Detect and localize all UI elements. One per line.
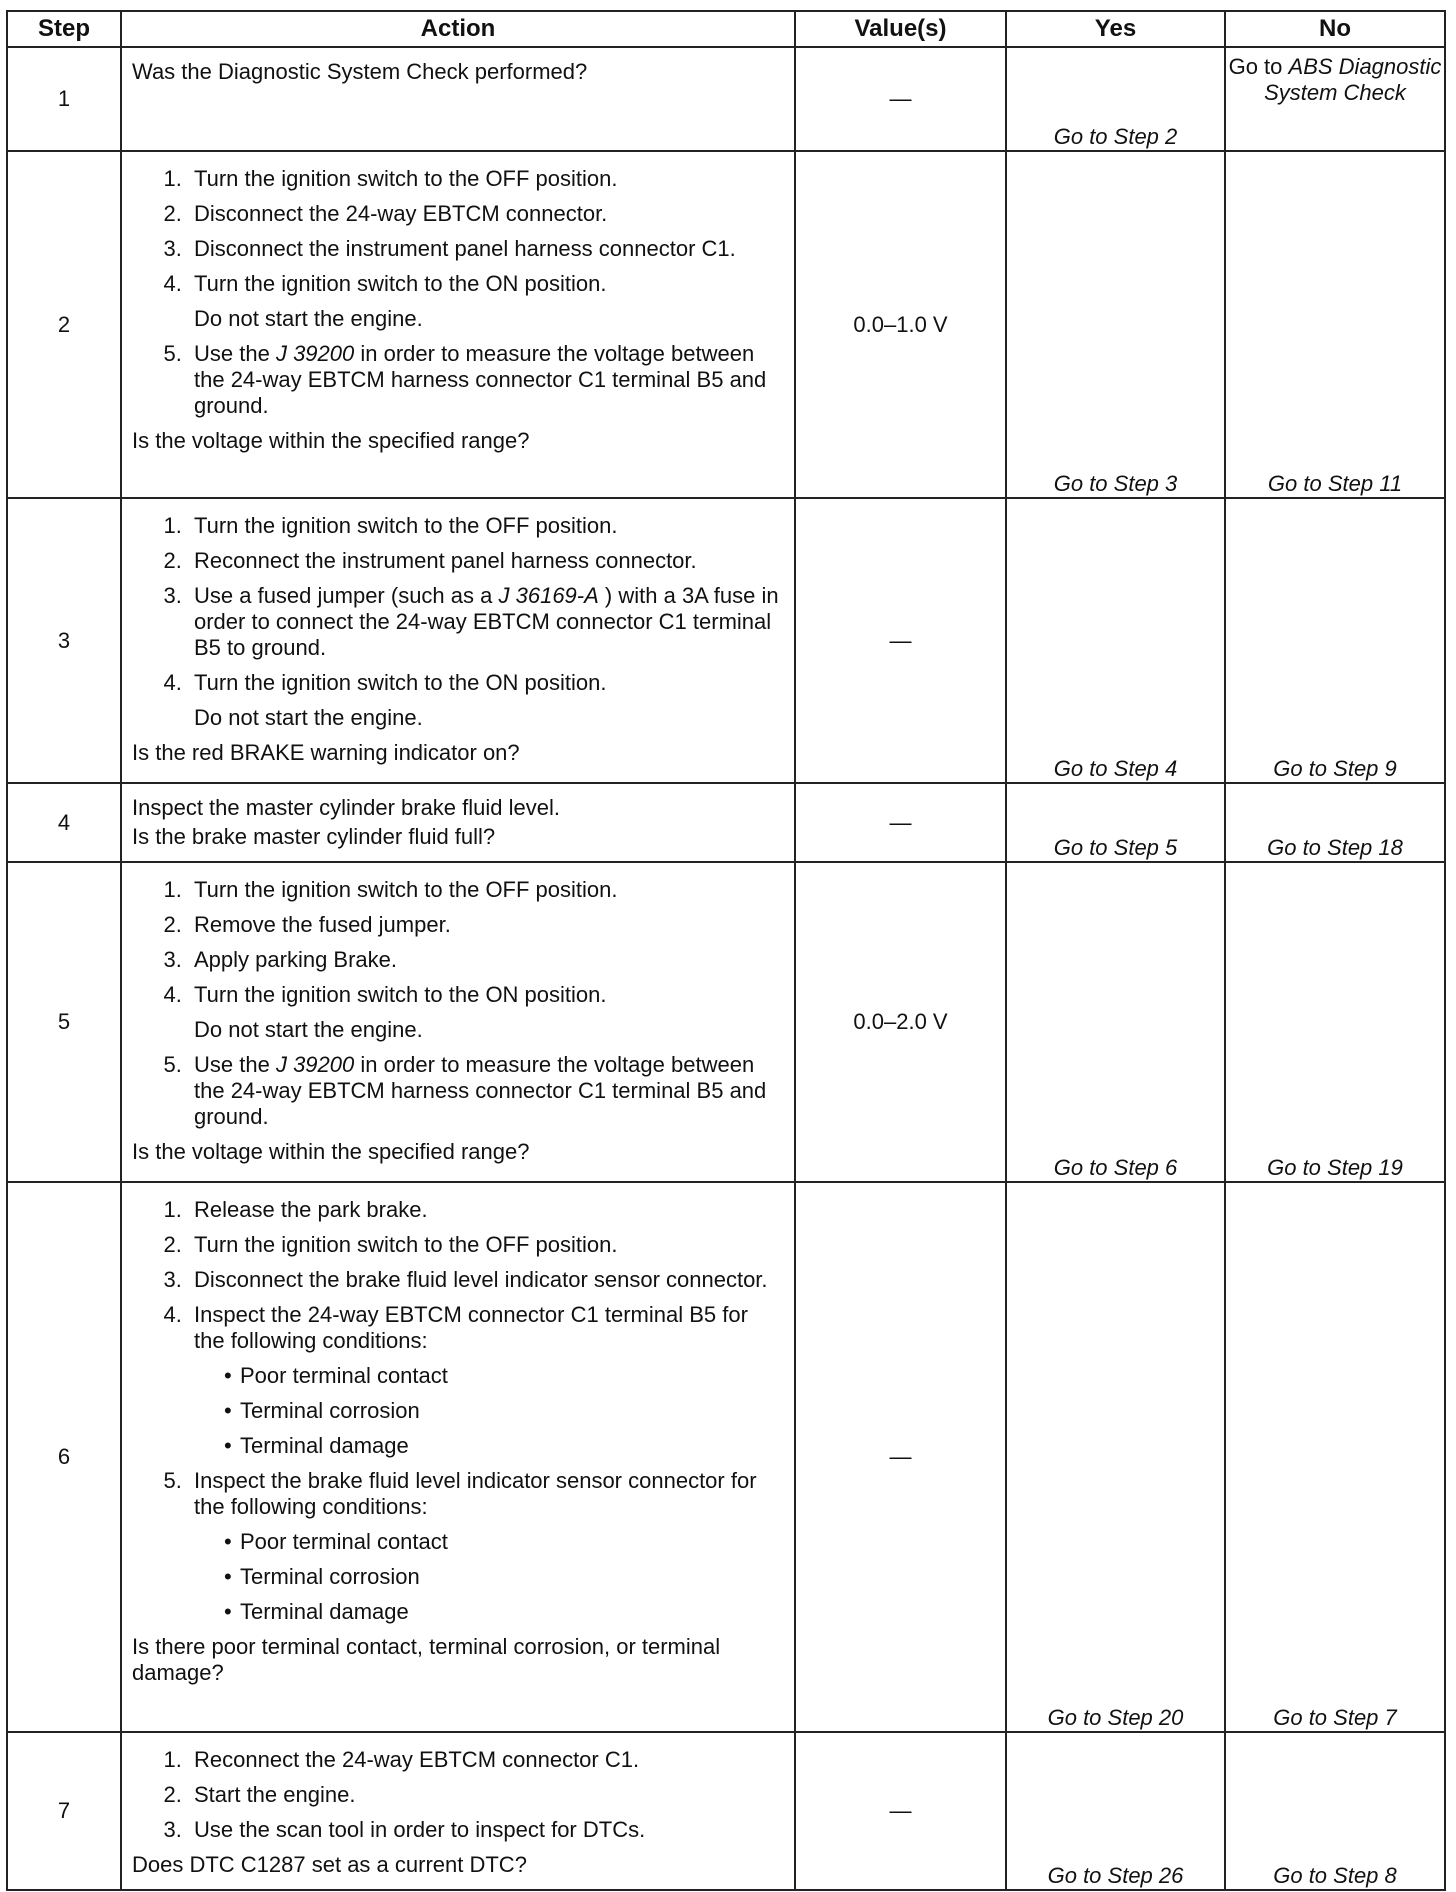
- action-item: 3. Disconnect the brake fluid level indicator sensor connector.: [188, 1267, 784, 1293]
- action-item: 5. Use the J 39200 in order to measure the voltage between the 24-way EBTCM harness connector C1 terminal B5 and ground.: [188, 1052, 784, 1130]
- action-cell: [121, 1182, 795, 1732]
- no-link[interactable]: Go to Step 8: [1225, 1732, 1445, 1890]
- action-cell: [121, 862, 795, 1182]
- no-link[interactable]: [1225, 47, 1445, 151]
- action-item: 3. Use the scan tool in order to inspect for DTCs.: [188, 1817, 784, 1843]
- value-cell: —: [795, 783, 1006, 862]
- question: Is the voltage within the specified range?: [132, 1139, 530, 1164]
- value-cell: —: [795, 47, 1006, 151]
- yes-link[interactable]: Go to Step 6: [1006, 862, 1225, 1182]
- question: Is the red BRAKE warning indicator on?: [132, 740, 520, 765]
- step-number: 4: [7, 783, 121, 862]
- header-step: Step: [7, 11, 121, 47]
- value-cell: —: [795, 1182, 1006, 1732]
- action-item: 2. Start the engine.: [188, 1782, 784, 1808]
- yes-link[interactable]: Go to Step 5: [1006, 783, 1225, 862]
- action-cell: [121, 783, 795, 862]
- header-no: No: [1225, 11, 1445, 47]
- table-row: [7, 862, 1445, 1182]
- no-target: ABS Diagnostic System Check: [1264, 54, 1442, 105]
- yes-link[interactable]: Go to Step 2: [1006, 47, 1225, 151]
- condition-item: • Poor terminal contact: [224, 1529, 784, 1555]
- value-cell: 0.0–2.0 V: [795, 862, 1006, 1182]
- table-row: [7, 151, 1445, 498]
- question: Does DTC C1287 set as a current DTC?: [132, 1852, 527, 1877]
- action-item: 5. Use the J 39200 in order to measure the voltage between the 24-way EBTCM harness connector C1 terminal B5 and ground.: [188, 341, 784, 419]
- table-row: [7, 47, 1445, 151]
- yes-link[interactable]: Go to Step 3: [1006, 151, 1225, 498]
- tool-name: J 36169-A: [498, 583, 599, 608]
- action-item: 1. Release the park brake.: [188, 1197, 784, 1223]
- action-cell: [121, 151, 795, 498]
- tool-name: J 39200: [275, 341, 355, 366]
- action-item: 1. Turn the ignition switch to the OFF position.: [188, 513, 784, 539]
- question: Is the voltage within the specified range?: [132, 428, 530, 453]
- action-item: 4. Turn the ignition switch to the ON position. Do not start the engine.: [188, 670, 784, 731]
- yes-link[interactable]: Go to Step 4: [1006, 498, 1225, 783]
- question: Is the brake master cylinder fluid full?: [132, 824, 496, 849]
- condition-item: • Terminal damage: [224, 1599, 784, 1625]
- action-item: 3. Apply parking Brake.: [188, 947, 784, 973]
- action-cell: [121, 1732, 795, 1890]
- action-item: 4. Inspect the 24-way EBTCM connector C1 terminal B5 for the following conditions: • Poor terminal contact • Terminal corrosion • Terminal damage: [188, 1302, 784, 1459]
- no-link[interactable]: Go to Step 9: [1225, 498, 1445, 783]
- value-cell: —: [795, 1732, 1006, 1890]
- header-values: Value(s): [795, 11, 1006, 47]
- table-row: [7, 783, 1445, 862]
- action-text: Inspect the master cylinder brake fluid level.: [132, 795, 560, 820]
- header-action: Action: [121, 11, 795, 47]
- action-item: 4. Turn the ignition switch to the ON position. Do not start the engine.: [188, 982, 784, 1043]
- step-number: 6: [7, 1182, 121, 1732]
- yes-link[interactable]: Go to Step 20: [1006, 1182, 1225, 1732]
- value-cell: 0.0–1.0 V: [795, 151, 1006, 498]
- header-row: [7, 11, 1445, 47]
- action-item: 2. Turn the ignition switch to the OFF position.: [188, 1232, 784, 1258]
- table-row: [7, 1182, 1445, 1732]
- action-note: Do not start the engine.: [194, 1017, 423, 1042]
- table-row: [7, 1732, 1445, 1890]
- step-number: 2: [7, 151, 121, 498]
- condition-item: • Terminal corrosion: [224, 1398, 784, 1424]
- action-item: 2. Remove the fused jumper.: [188, 912, 784, 938]
- condition-item: • Poor terminal contact: [224, 1363, 784, 1389]
- diagnostic-table: [6, 10, 1446, 1891]
- condition-item: • Terminal damage: [224, 1433, 784, 1459]
- action-item: 2. Disconnect the 24-way EBTCM connector.: [188, 201, 784, 227]
- step-number: 5: [7, 862, 121, 1182]
- no-prefix: Go to: [1228, 54, 1283, 79]
- action-note: Do not start the engine.: [194, 306, 423, 331]
- table-row: [7, 498, 1445, 783]
- action-note: Do not start the engine.: [194, 705, 423, 730]
- question: Was the Diagnostic System Check performed?: [132, 59, 588, 84]
- action-item: 4. Turn the ignition switch to the ON position. Do not start the engine.: [188, 271, 784, 332]
- step-number: 7: [7, 1732, 121, 1890]
- action-item: 2. Reconnect the instrument panel harness connector.: [188, 548, 784, 574]
- action-item: 1. Turn the ignition switch to the OFF position.: [188, 877, 784, 903]
- value-cell: —: [795, 498, 1006, 783]
- action-item: 3. Disconnect the instrument panel harness connector C1.: [188, 236, 784, 262]
- question: Is there poor terminal contact, terminal corrosion, or terminal damage?: [132, 1634, 721, 1685]
- condition-item: • Terminal corrosion: [224, 1564, 784, 1590]
- yes-link[interactable]: Go to Step 26: [1006, 1732, 1225, 1890]
- no-link[interactable]: Go to Step 18: [1225, 783, 1445, 862]
- step-number: 3: [7, 498, 121, 783]
- action-cell: [121, 498, 795, 783]
- action-item: 1. Reconnect the 24-way EBTCM connector C1.: [188, 1747, 784, 1773]
- no-link[interactable]: Go to Step 11: [1225, 151, 1445, 498]
- header-yes: Yes: [1006, 11, 1225, 47]
- action-item: 1. Turn the ignition switch to the OFF position.: [188, 166, 784, 192]
- step-number: 1: [7, 47, 121, 151]
- no-link[interactable]: Go to Step 7: [1225, 1182, 1445, 1732]
- action-cell: [121, 47, 795, 151]
- tool-name: J 39200: [275, 1052, 355, 1077]
- no-link[interactable]: Go to Step 19: [1225, 862, 1445, 1182]
- action-item: 5. Inspect the brake fluid level indicator sensor connector for the following conditions: • Poor terminal contact • Terminal corrosion • Terminal damage: [188, 1468, 784, 1625]
- action-item: 3. Use a fused jumper (such as a J 36169-A ) with a 3A fuse in order to connect the 24-way EBTCM connector C1 terminal B5 to ground.: [188, 583, 784, 661]
